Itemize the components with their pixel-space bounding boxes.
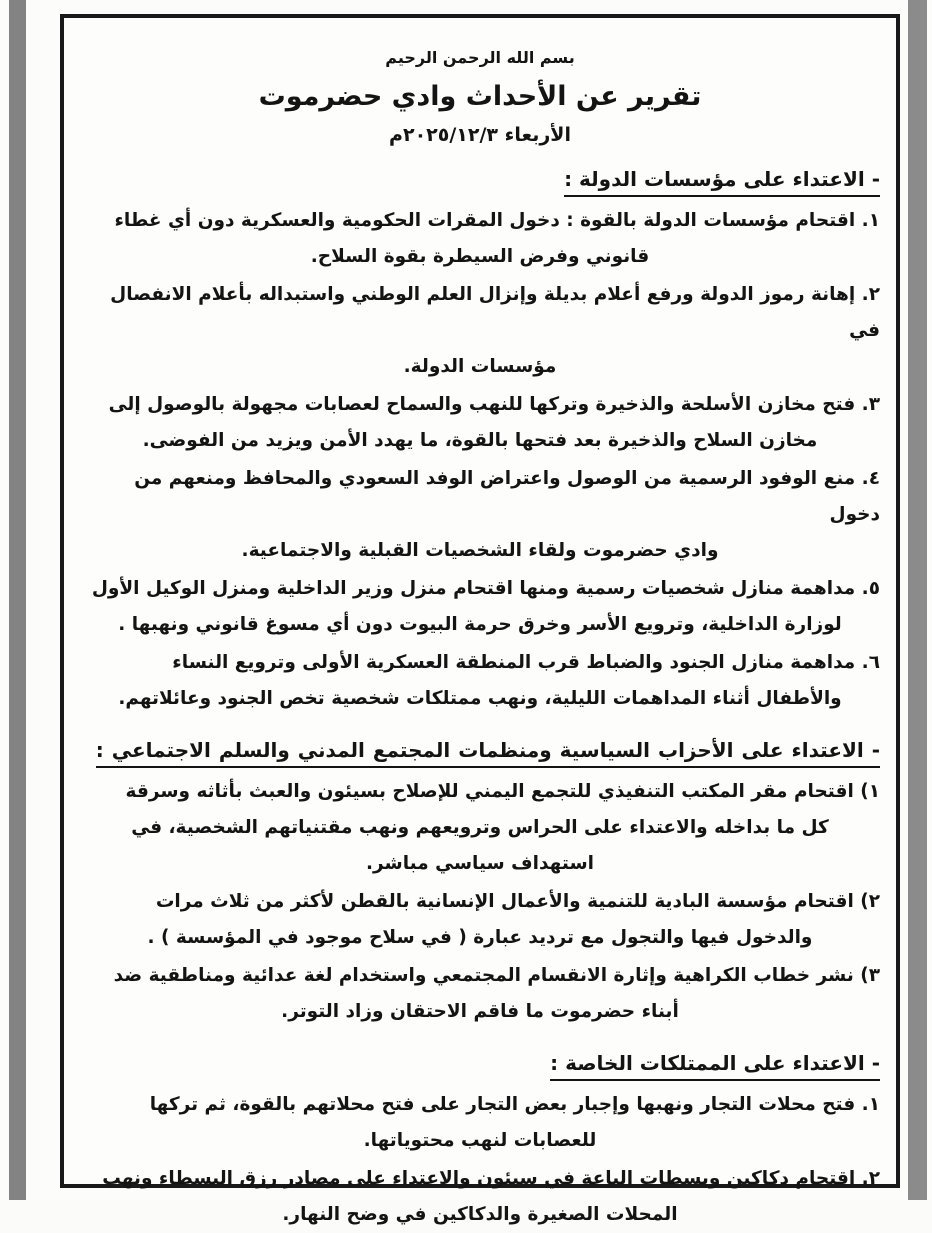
section-private-property — [80, 1050, 880, 1233]
list-item — [80, 203, 880, 275]
bismillah-line: بسم الله الرحمن الرحيم — [385, 48, 575, 67]
document-title: تقرير عن الأحداث وادي حضرموت — [258, 81, 702, 112]
item-line: استهداف سياسي مباشر. — [366, 853, 594, 874]
section-heading — [80, 1050, 880, 1077]
section-heading-text: - الاعتداء على الممتلكات الخاصة : — [550, 1051, 880, 1081]
section-heading-text: - الاعتداء على مؤسسات الدولة : — [564, 167, 880, 197]
section-heading — [80, 737, 880, 764]
list-item — [80, 774, 880, 882]
item-line: مخازن السلاح والذخيرة بعد فتحها بالقوة، ما يهدد الأمن ويزيد من الفوضى. — [142, 430, 818, 451]
list-item — [80, 645, 880, 717]
item-line: ١. اقتحام مؤسسات الدولة بالقوة : دخول المقرات الحكومية والعسكرية دون أي غطاء — [114, 210, 880, 231]
list-item — [80, 571, 880, 643]
item-line: ١) اقتحام مقر المكتب التنفيذي للتجمع اليمني للإصلاح بسيئون والعبث بأثاثه وسرقة — [125, 781, 880, 802]
item-line: ٢. اقتحام دكاكين وبسطات الباعة في سيئون والاعتداء على مصادر رزق البسطاء ونهب — [102, 1168, 880, 1189]
item-line: المحلات الصغيرة والدكاكين في وضح النهار. — [282, 1204, 678, 1225]
item-line: لوزارة الداخلية، وترويع الأسر وخرق حرمة البيوت دون أي مسوغ قانوني ونهبها . — [118, 614, 842, 635]
item-line: والدخول فيها والتجول مع ترديد عبارة ( في سلاح موجود في المؤسسة ) . — [147, 927, 813, 948]
section-heading-text: - الاعتداء على الأحزاب السياسية ومنظمات المجتمع المدني والسلم الاجتماعي : — [96, 738, 880, 768]
list-item — [80, 461, 880, 569]
list-item — [80, 958, 880, 1030]
section-political-parties — [80, 737, 880, 1030]
list-item — [80, 1161, 880, 1233]
section-heading — [80, 166, 880, 193]
item-line: ٣. فتح مخازن الأسلحة والذخيرة وتركها للنهب والسماح لعصابات مجهولة بالوصول إلى — [108, 394, 880, 415]
document-frame — [60, 14, 900, 1225]
item-line: ٤. منع الوفود الرسمية من الوصول واعتراض الوفد السعودي والمحافظ ومنعهم من دخول — [134, 468, 880, 525]
item-line: والأطفال أثناء المداهمات الليلية، ونهب ممتلكات شخصية تخص الجنود وعائلاتهم. — [118, 688, 842, 709]
list-item — [80, 277, 880, 385]
item-line: قانوني وفرض السيطرة بقوة السلاح. — [310, 246, 650, 267]
document-header — [80, 48, 880, 146]
scan-edge-right — [908, 0, 927, 1200]
list-item — [80, 387, 880, 459]
item-line: مؤسسات الدولة. — [403, 356, 557, 377]
item-line: للعصابات لنهب محتوياتها. — [363, 1130, 597, 1151]
item-line: ١. فتح محلات التجار ونهبها وإجبار بعض التجار على فتح محلاتهم بالقوة، ثم تركها — [149, 1094, 880, 1115]
item-line: ٢. إهانة رموز الدولة ورفع أعلام بديلة وإنزال العلم الوطني واستبداله بأعلام الانفصال في — [110, 284, 880, 341]
item-line: أبناء حضرموت ما فاقم الاحتقان وزاد التوتر. — [281, 1001, 679, 1022]
document-date: الأربعاء ٢٠٢٥/١٢/٣م — [389, 124, 571, 146]
item-line: ٦. مداهمة منازل الجنود والضباط قرب المنطقة العسكرية الأولى وترويع النساء — [172, 652, 880, 673]
scan-edge-left — [9, 0, 26, 1200]
item-line: ٥. مداهمة منازل شخصيات رسمية ومنها اقتحام منزل وزير الداخلية ومنزل الوكيل الأول — [91, 578, 880, 599]
item-line: وادي حضرموت ولقاء الشخصيات القبلية والاجتماعية. — [241, 540, 719, 561]
section-state-institutions — [80, 166, 880, 717]
list-item — [80, 884, 880, 956]
item-line: ٢) اقتحام مؤسسة البادية للتنمية والأعمال الإنسانية بالقطن لأكثر من ثلاث مرات — [155, 891, 880, 912]
list-item — [80, 1087, 880, 1159]
item-line: ٣) نشر خطاب الكراهية وإثارة الانقسام المجتمعي واستخدام لغة عدائية ومناطقية ضد — [113, 965, 880, 986]
item-line: كل ما بداخله والاعتداء على الحراس وترويعهم ونهب مقتنياتهم الشخصية، في — [131, 817, 829, 838]
